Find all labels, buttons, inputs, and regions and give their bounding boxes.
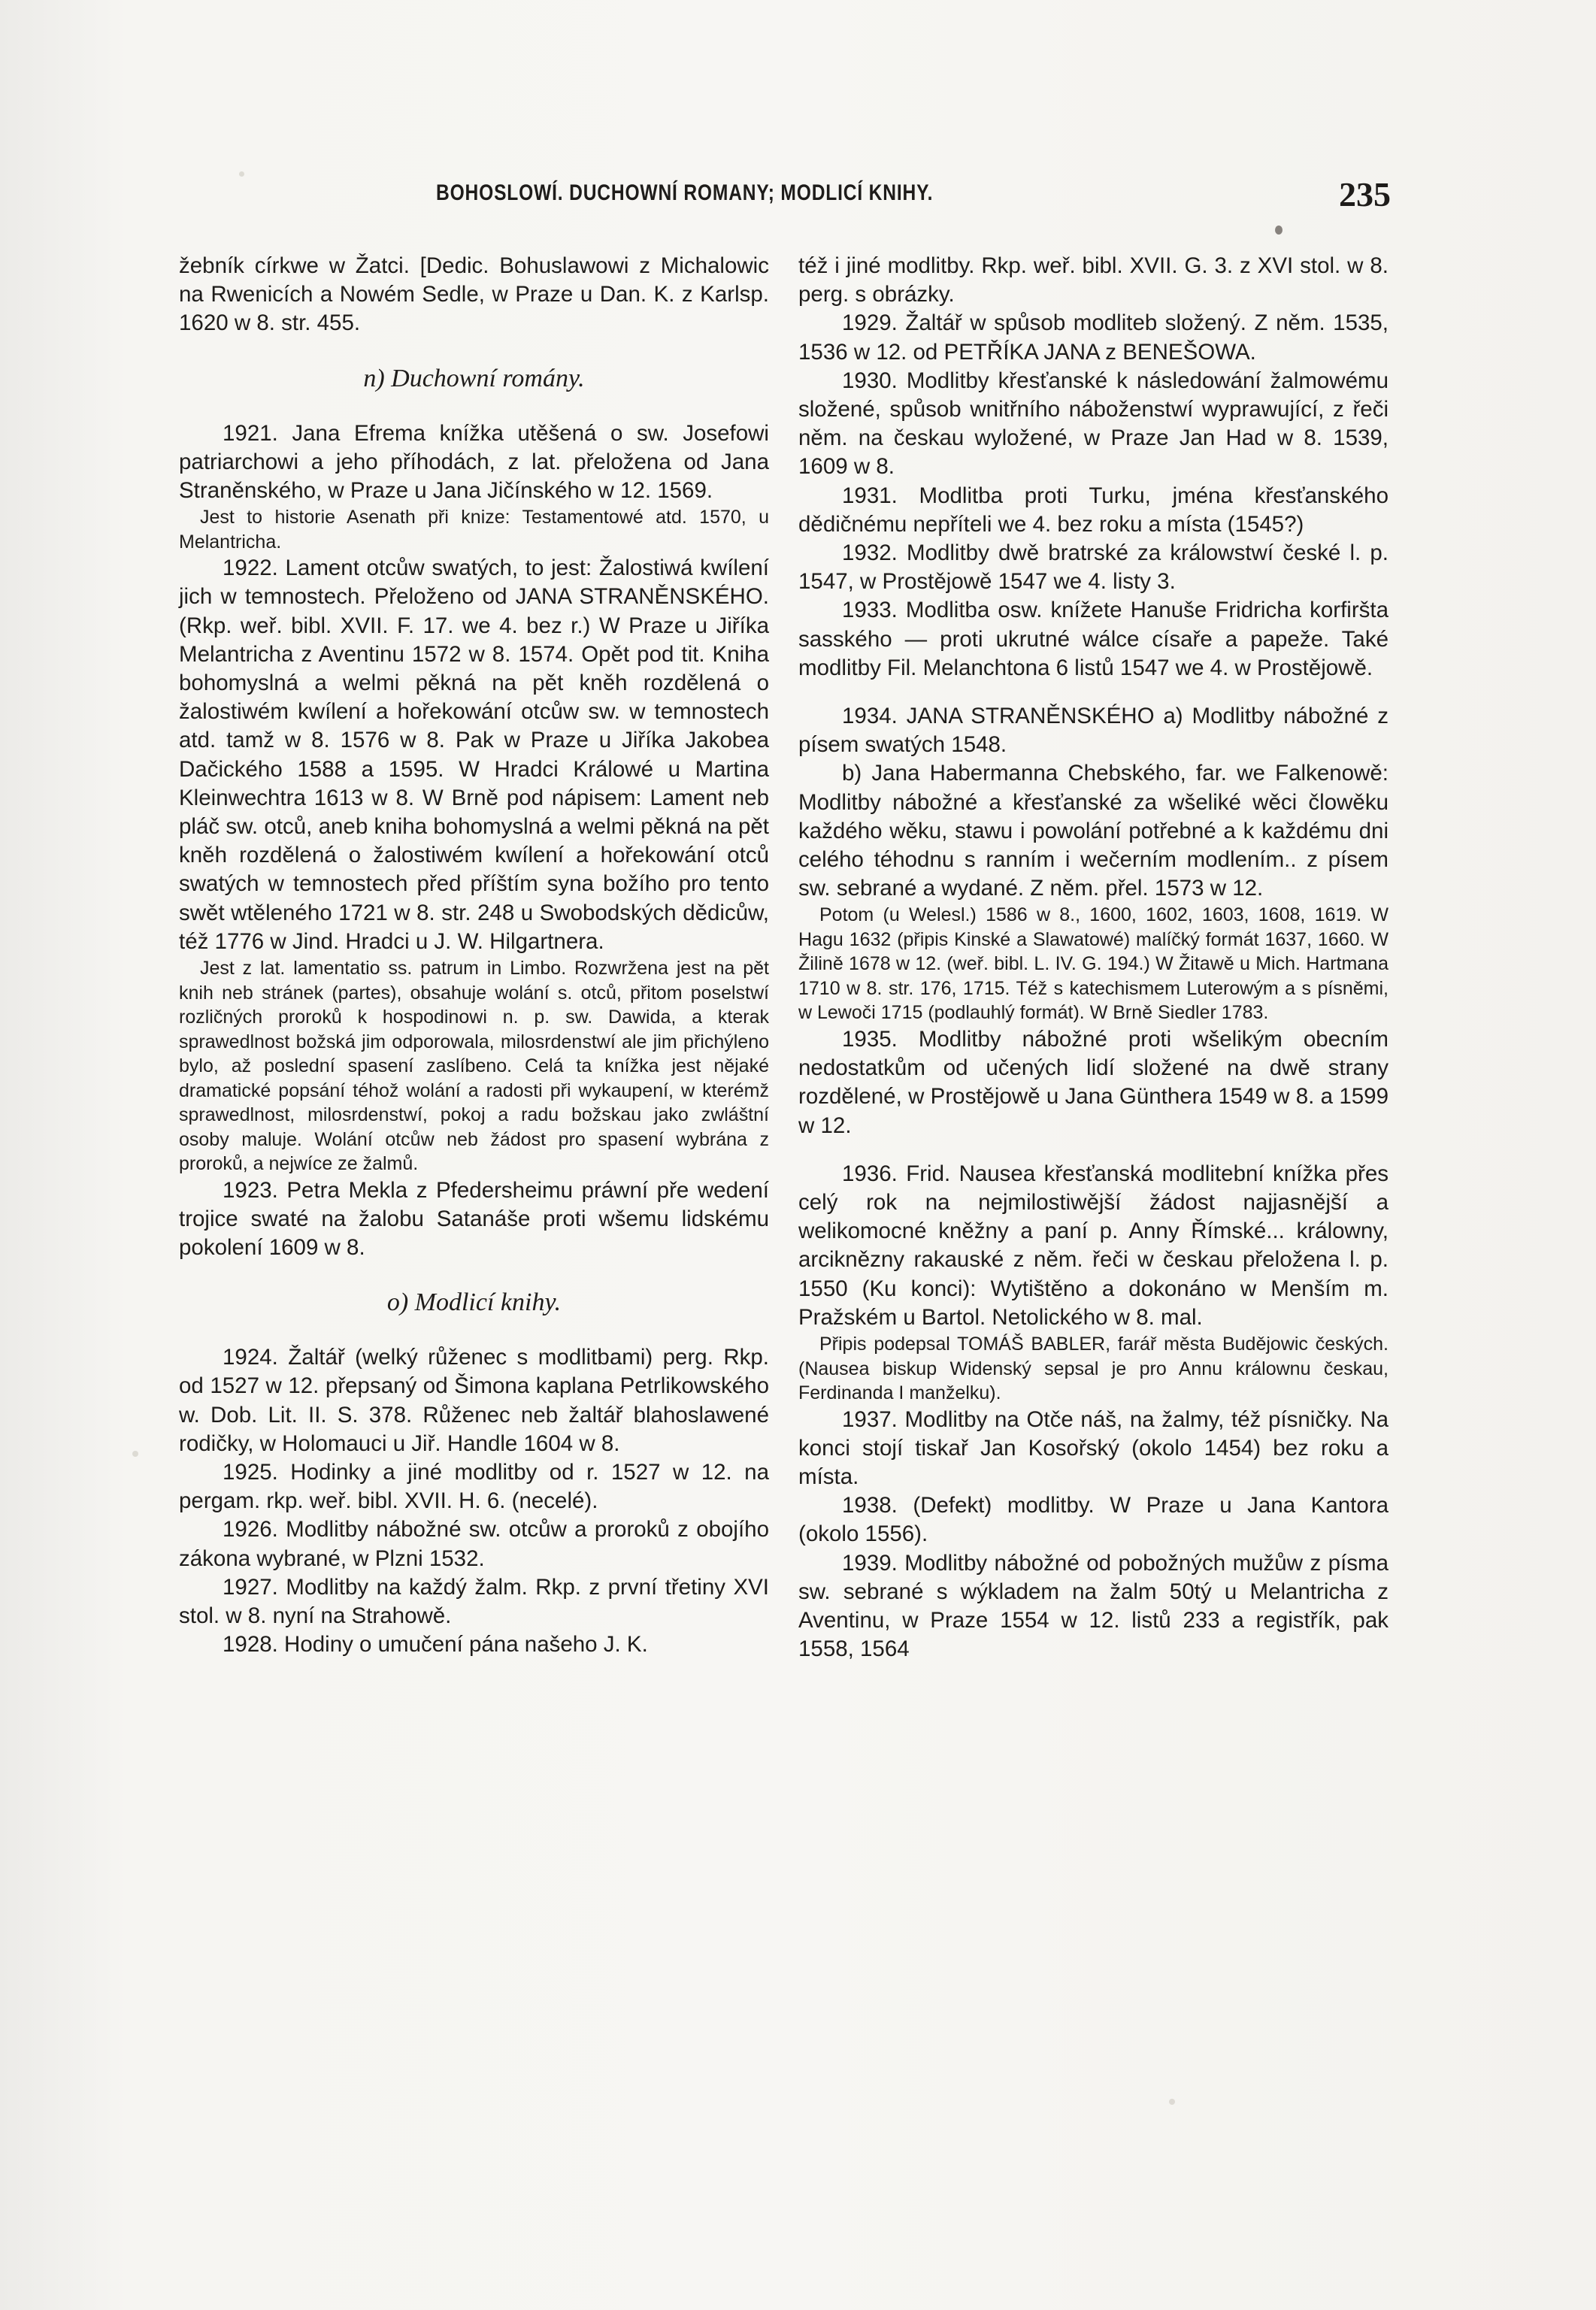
entry-1934b: b) Jana Habermanna Chebského, far. we Falkenowě: Modlitby nábožné a křesťanské za wšeliké wěci člowěku každého wěku, stawu i powolání potřebné a k každému dni celého téhodnu s ranním i wečerním modlením.. z písem sw. sebrané a wydané. Z něm. přel. 1573 w 12. [798, 761, 1389, 901]
entry-1935: 1935. Modlitby nábožné proti wšelikým obecním nedostatkům od učených lidí složené na dwě strany rozdělené, w Prostějowě u Jana Günthera 1549 w 8. a 1599 w 12. [798, 1026, 1389, 1138]
entry-1923: 1923. Petra Mekla z Pfedersheimu práwní pře wedení trojice swaté na žalobu Satanáše proti wšemu lidskému pokolení 1609 w 8. [179, 1177, 769, 1260]
spacer [798, 1140, 1389, 1160]
entry-1924: 1924. Žaltář (welký růženec s modlitbami) perg. Rkp. od 1527 w 12. přepsaný od Šimona kaplana Petrlikowského w. Dob. Lit. II. S. 378. Růženec neb žaltář blahoslawené rodičky, w Holomauci u Jiř. Handle 1604 w 8. [179, 1345, 769, 1456]
entry-continuation: žebník církwe w Žatci. [Dedic. Bohuslawowi z Michalowic na Rwenicích a Nowém Sedle, w Praze u Dan. K. z Karlsp. 1620 w 8. str. 455. [179, 253, 769, 336]
section-heading-modlici-knihy: o) Modlicí knihy. [386, 1288, 562, 1317]
entry-1927: 1927. Modlitby na každý žalm. Rkp. z první třetiny XVI stol. w 8. nyní na Strahowě. [179, 1574, 769, 1628]
entry-1921: 1921. Jana Efrema knížka utěšená o sw. Josefowi patriarchowi a jeho příhodách, z lat. přeložena od Jana Straněnského, w Praze u Jana Jičínského w 12. 1569. [179, 420, 769, 504]
entry-1934: 1934. JANA STRANĚNSKÉHO a) Modlitby nábožné z písem swatých 1548. [798, 704, 1389, 758]
entry-1939: 1939. Modlitby nábožné od pobožných mužůw z písma sw. sebrané s wýkladem na žalm 50tý u Melantricha z Aventinu, w Praze 1554 w 12. listů 233 a registřík, pak 1558, 1564 [798, 1550, 1389, 1662]
entry-continuation-right: též i jiné modlitby. Rkp. weř. bibl. XVII. G. 3. z XVI stol. w 8. perg. s obrázky. [798, 253, 1389, 307]
right-column [798, 252, 1389, 1664]
entry-1938: 1938. (Defekt) modlitby. W Praze u Jana Kantora (okolo 1556). [798, 1493, 1389, 1547]
ink-speck [239, 171, 244, 177]
entry-1936: 1936. Frid. Nausea křesťanská modlitební knížka přes celý rok na nejmilostiwější žádost najjasnější a welikomocné kněžny a paní p. Anny Římské... králowny, arciknězny rakauské z něm. řeči w českau přeložena l. p. 1550 (Ku konci): Wytištěno a dokonáno w Menším m. Pražském u Bartol. Netolického w 8. mal. [798, 1161, 1389, 1330]
note-1936: Připis podepsal TOMÁŠ BABLER, farář města Budějowic českých. (Nausea biskup Widenský sepsal je pro Annu králownu českau, Ferdinanda I manželku). [798, 1334, 1389, 1403]
note-1934: Potom (u Welesl.) 1586 w 8., 1600, 1602, 1603, 1608, 1619. W Hagu 1632 (připis Kinské a Slawatowé) malíčký formát 1637, 1660. W Žilině 1678 w 12. (weř. bibl. L. IV. G. 194.) W Žitawě u Mich. Hartmana 1710 w 8. str. 176, 1715. Též s katechismem Luterowým a s písněmi, w Lewoči 1715 (podlauhlý formát). W Brně Siedler 1783. [798, 904, 1389, 1024]
note-1922: Jest z lat. lamentatio ss. patrum in Limbo. Rozwržena jest na pět knih neb stránek (partes), obsahuje wolání s. otců, přitom poselstwí rozličných proroků k hospodinowi n. p. sw. Dawida, a kterak sprawedlnost božská jim odporowala, milosrdenstwí ale jim přichýleno bylo, až poslední spasení zaslíbeno. Celá ta knížka jest nějaké dramatické popsání téhož wolání a radosti při wykaupení, w kterémž sprawedlnost, milosrdenstwí, pokoj a radu božskau jako zwláštní osoby maluje. Wolání otcůw neb žádost pro spasení wybrána z proroků, a nejwíce ze žalmů. [179, 958, 769, 1175]
entry-1932: 1932. Modlitby dwě bratrské za králowstwí české l. p. 1547, w Prostějowě 1547 we 4. listy 3. [798, 540, 1389, 595]
spacer [798, 683, 1389, 702]
entry-1922: 1922. Lament otcůw swatých, to jest: Žalostiwá kwílení jich w temnostech. Přeloženo od JANA STRANĚNSKÉHO. (Rkp. weř. bibl. XVII. F. 17. we 4. bez r.) W Praze u Jiříka Melantricha z Aventinu 1572 w 8. 1574. Opět pod tit. Kniha bohomyslná a welmi pěkná na pět kněh rozdělená o žalostiwém kwílení a hořekowání otcůw sw. w temnostech atd. tamž w 8. 1576 w 8. Pak w Praze u Jiříka Jakobea Dačického 1588 a 1595. W Hradci Králowé u Martina Kleinwechtra 1613 w 8. W Brně pod nápisem: Lament neb pláč sw. otců, aneb kniha bohomyslná a welmi pěkná na pět kněh rozdělená o žalostiwém kwílení a hořekowání otců swatých w temnostech před příštím syna božího pro tento swět wtěleného 1721 w 8. str. 248 u Swobodských dědicůw, též 1776 w Jind. Hradci u J. W. Hilgartnera. [179, 556, 769, 954]
left-column [179, 252, 769, 1659]
entry-1926: 1926. Modlitby nábožné sw. otcůw a proroků z obojího zákona wybrané, w Plzni 1532. [179, 1517, 769, 1571]
entry-1937: 1937. Modlitby na Otče náš, na žalmy, též písničky. Na konci stojí tiskař Jan Kosořský (okolo 1454) bez roku a místa. [798, 1406, 1389, 1489]
note-1921: Jest to historie Asenath při knize: Testamentowé atd. 1570, u Melantricha. [179, 507, 769, 553]
entry-1930: 1930. Modlitby křesťanské k následowání žalmowému složené, spůsob wnitřního náboženstwí wyprawující, z řeči něm. na českau wyložené, w Praze Jan Had w 8. 1539, 1609 w 8. [798, 368, 1389, 480]
entry-1925: 1925. Hodinky a jiné modlitby od r. 1527 w 12. na pergam. rkp. weř. bibl. XVII. H. 6. (necelé). [179, 1459, 769, 1514]
page-number: 235 [1339, 175, 1391, 213]
entry-1928: 1928. Hodiny o umučení pána našeho J. K. [223, 1632, 648, 1658]
entry-1933: 1933. Modlitba osw. knížete Hanuše Fridricha korfiršta sasského — proti ukrutné wálce císaře a papeže. Také modlitby Fil. Melanchtona 6 listů 1547 we 4. w Prostějowě. [798, 598, 1389, 680]
section-heading-duchowni-romany: n) Duchowní romány. [363, 364, 585, 392]
ink-speck [1275, 226, 1283, 235]
entry-1931: 1931. Modlitba proti Turku, jména křesťanského dědičnému nepříteli we 4. bez roku a místa (1545?) [798, 483, 1389, 537]
ink-speck [1169, 2099, 1175, 2105]
ink-speck [132, 1451, 138, 1457]
page-header [353, 175, 1391, 226]
running-title: BOHOSLOWÍ. DUCHOWNÍ ROMANY; MODLICÍ KNIHY. [436, 180, 934, 205]
entry-1929: 1929. Žaltář w spůsob modliteb složený. Z něm. 1535, 1536 w 12. od PETŘÍKA JANA z BENEŠOWA. [798, 310, 1389, 365]
